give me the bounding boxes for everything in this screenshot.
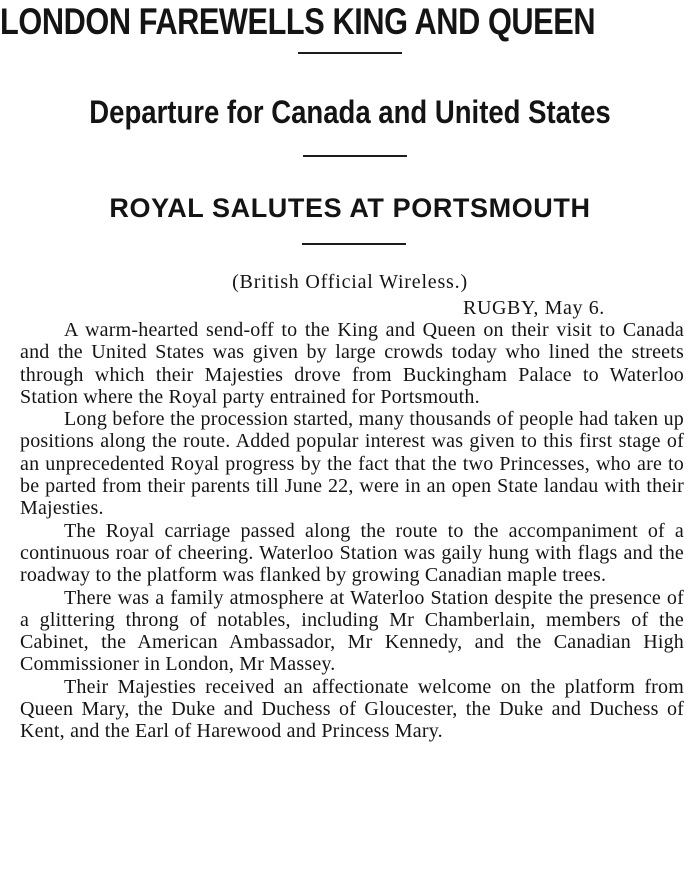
article-paragraph: There was a family atmosphere at Waterloo Station despite the presence of a glittering throng of notables, including Mr Chamberlain, members of the Cabinet, the American Ambassador, Mr Kennedy, and the Canadian High Commissioner in London, Mr Massey. [20,586,684,676]
article-paragraph: A warm-hearted send-off to the King and Queen on their visit to Canada and the United States was given by large crowds today who lined the streets through which their Majesties drove from Buckingham Palace to Waterloo Station where the Royal party entrained for Portsmouth. [20,319,684,408]
subheadline: Departure for Canada and United States [89,94,611,130]
headline: LONDON FAREWELLS KING AND QUEEN [0,1,596,42]
article-paragraph: The Royal carriage passed along the route to the accompaniment of a continuous roar of cheering. Waterloo Station was gaily hung with flags and the roadway to the platform was flanked by growing Canadian maple trees. [20,519,684,587]
section-divider [302,243,406,245]
headline-divider [298,52,402,54]
source-credit: (British Official Wireless.) [232,271,468,293]
article-paragraph: Long before the procession started, many thousands of people had taken up positions along the route. Added popular interest was given to this first stage of an unprecedented Royal progress by the fact that the two Princesses, who are to be parted from their parents till June 22, were in an open State landau with their Majesties. [20,408,684,520]
section-heading: ROYAL SALUTES AT PORTSMOUTH [109,193,591,223]
article-paragraph: Their Majesties received an affectionate welcome on the platform from Queen Mary, the Duke and Duchess of Gloucester, the Duke and Duchess of Kent, and the Earl of Harewood and Princess Mary. [20,675,684,743]
subheadline-divider [303,155,407,157]
article-body [20,319,684,743]
dateline: RUGBY, May 6. [463,297,605,319]
